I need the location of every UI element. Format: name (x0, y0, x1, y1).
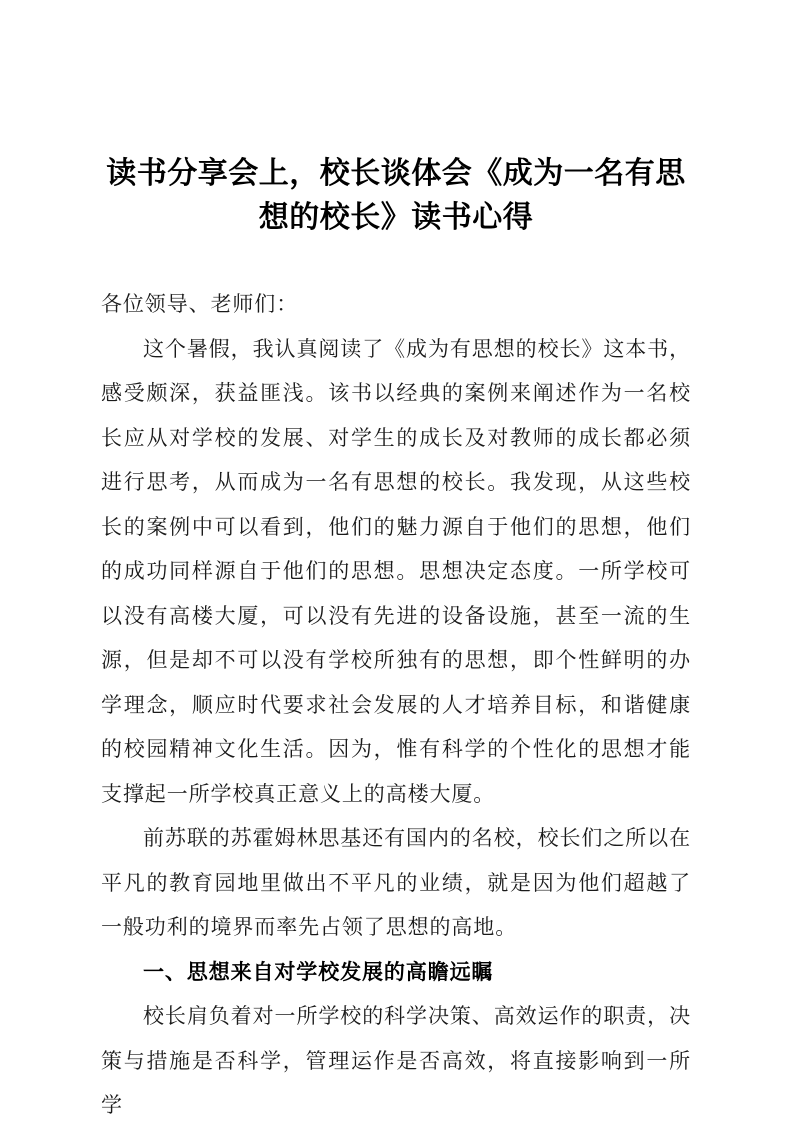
body-paragraph-3: 校长肩负着对一所学校的科学决策、高效运作的职责，决策与措施是否科学，管理运作是否高效，将直接影响到一所学 (101, 1004, 691, 1117)
body-paragraph-2: 前苏联的苏霍姆林思基还有国内的名校，校长们之所以在平凡的教育园地里做出不平凡的业绩，就是因为他们超越了一般功利的境界而率先占领了思想的高地。 (101, 826, 691, 939)
document-content-column (101, 0, 691, 1122)
page-title: 读书分享会上，校长谈体会《成为一名有思想的校长》读书心得 (106, 157, 686, 234)
body-paragraph-1: 这个暑假，我认真阅读了《成为有思想的校长》这本书，感受颇深，获益匪浅。该书以经典的案例来阐述作为一名校长应从对学校的发展、对学生的成长及对教师的成长都必须进行思考，从而成为一名有思想的校长。我发现，从这些校长的案例中可以看到，他们的魅力源自于他们的思想，他们的成功同样源自于他们的思想。思想决定态度。一所学校可以没有高楼大厦，可以没有先进的设备设施，甚至一流的生源，但是却不可以没有学校所独有的思想，即个性鲜明的办学理念，顺应时代要求社会发展的人才培养目标，和谐健康的校园精神文化生活。因为，惟有科学的个性化的思想才能支撑起一所学校真正意义上的高楼大厦。 (101, 336, 691, 806)
section-heading-1: 一、思想来自对学校发展的高瞻远瞩 (143, 959, 494, 984)
salutation-line: 各位领导、老师们： (101, 292, 299, 316)
